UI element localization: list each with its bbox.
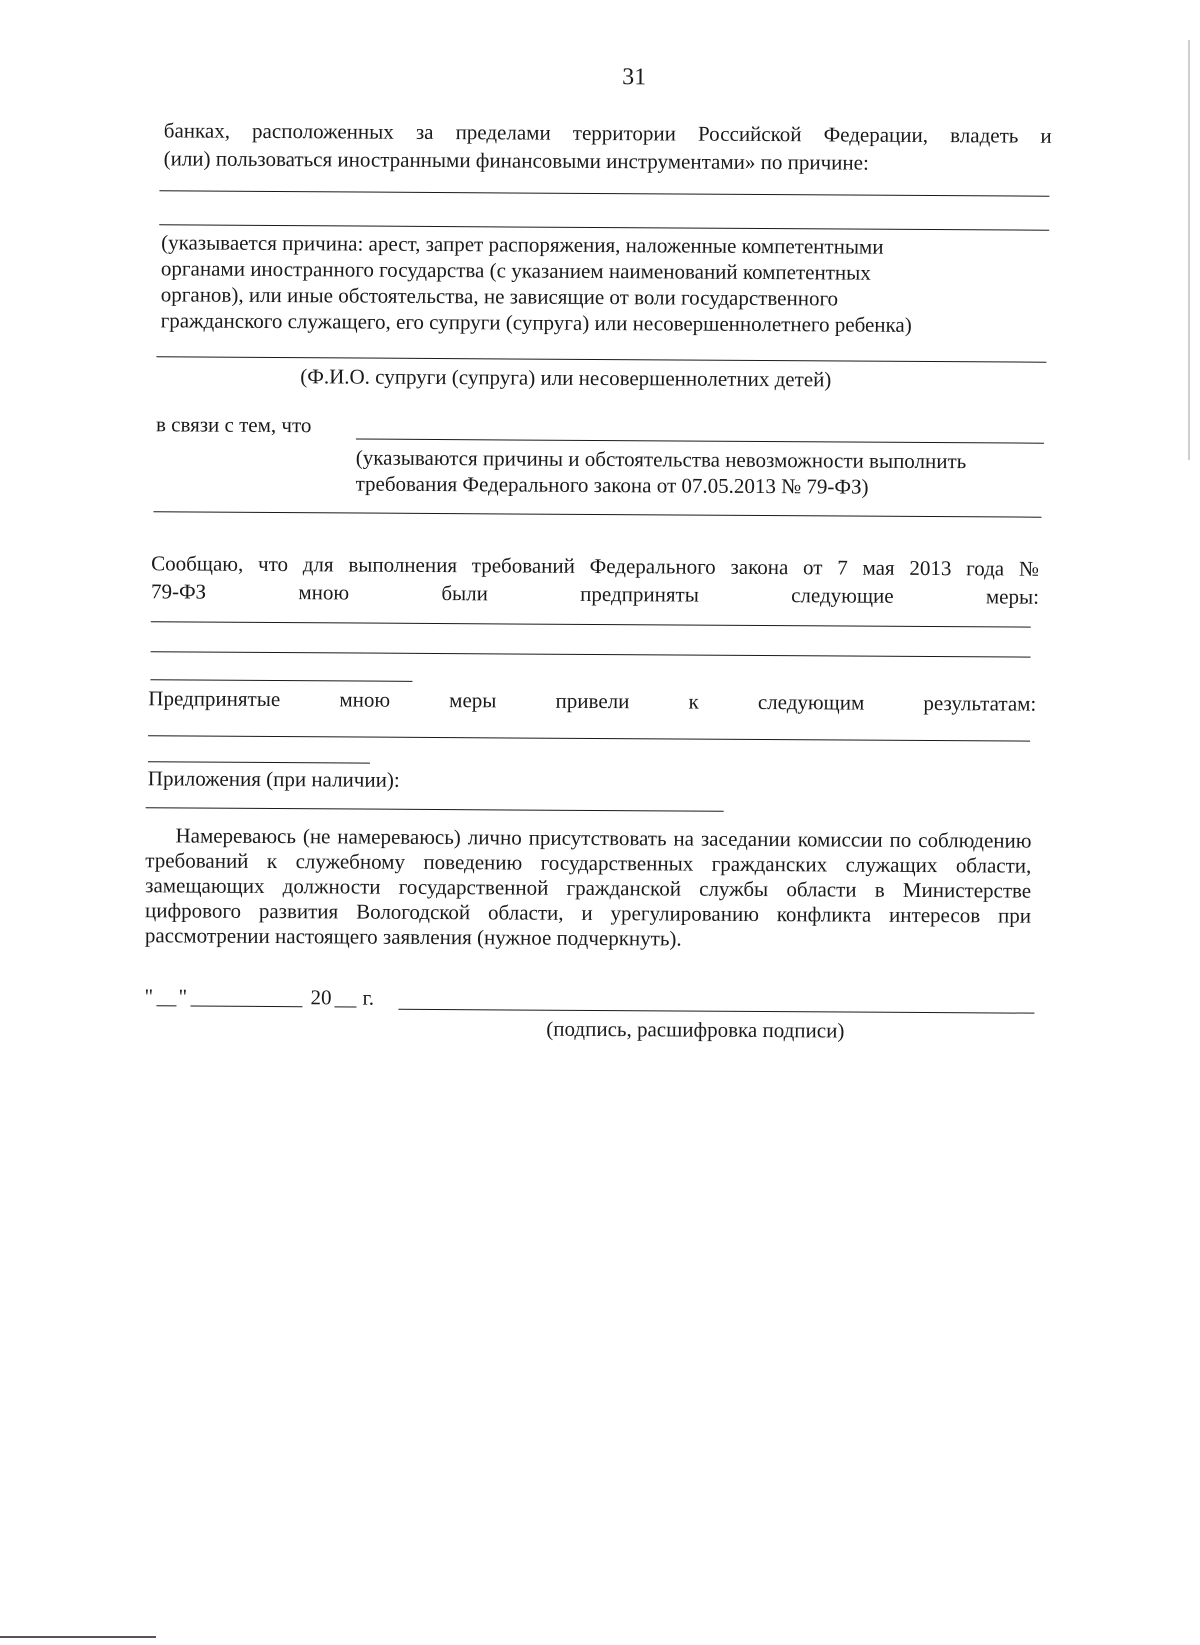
- measures-line-b: [151, 651, 1031, 657]
- in-connection-label: в связи с тем, что: [155, 412, 312, 438]
- results-line-a: [148, 735, 1030, 741]
- measures-word: года: [966, 556, 1005, 581]
- intro-line-1: [164, 117, 1052, 148]
- measures-word: Сообщаю,: [151, 551, 244, 576]
- reason-line-1: [159, 190, 1049, 196]
- measures-word: 79-ФЗ: [150, 579, 207, 604]
- results-word: привели: [555, 688, 630, 714]
- intro-word: банках,: [163, 118, 231, 143]
- attachments-line: [146, 807, 724, 812]
- measures-line-c: [150, 679, 412, 682]
- intro-word: пределами: [455, 120, 551, 145]
- measures-line-1: [151, 550, 1039, 581]
- measures-word: что: [257, 551, 289, 577]
- measures-word: мною: [298, 580, 350, 605]
- intro-word: и: [1040, 123, 1052, 148]
- results-word: мною: [339, 687, 391, 712]
- measures-word: закона: [730, 554, 789, 580]
- measures-word: №: [1018, 556, 1040, 581]
- measures-word: были: [441, 581, 488, 606]
- results-word: результатам:: [923, 690, 1037, 716]
- measures-word: 7: [837, 555, 848, 580]
- measures-word: 2013: [909, 555, 952, 581]
- signature-line: [398, 1009, 1034, 1014]
- results-word: меры: [449, 688, 497, 713]
- measures-line-2: [151, 578, 1039, 609]
- results-word: Предпринятые: [148, 686, 281, 712]
- measures-word: Федерального: [589, 553, 716, 579]
- circumstances-line-2: [153, 511, 1041, 517]
- measures-word: предприняты: [580, 581, 699, 607]
- results-word: следующим: [757, 689, 865, 715]
- fio-line: [156, 356, 1046, 362]
- date-day-line: [156, 1005, 176, 1006]
- results-word: к: [688, 689, 699, 714]
- date-quote-open: ": [144, 984, 154, 1009]
- intro-word: территории: [572, 120, 677, 146]
- results-line-b: [148, 761, 370, 763]
- signature-hint: (подпись, расшифровка подписи): [546, 1016, 845, 1043]
- fio-hint: (Ф.И.О. супруги (супруга) или несовершеннолетних детей): [300, 364, 832, 392]
- scan-edge-right: [1188, 40, 1190, 460]
- date-year-line: [334, 1006, 356, 1007]
- page-number: 31: [622, 64, 647, 91]
- intro-word: за: [415, 119, 434, 144]
- measures-word: для: [302, 552, 334, 577]
- measures-word: выполнения: [348, 552, 458, 578]
- date-year-suffix: г.: [362, 985, 375, 1010]
- results-line: [148, 685, 1036, 716]
- intent-paragraph: Намереваюсь (не намереваюсь) лично присутствовать на заседании комиссии по соблюдению требований к служебному поведению государственных гражданских служащих области, замещающих должности государственной гражданской службы области в Министерстве цифрового развития Вологодской области, и урегулированию конфликта интересов при рассмотрении настоящего заявления (нужное подчеркнуть).: [144, 823, 1032, 951]
- intro-line-2: (или) пользоваться иностранными финансовыми инструментами» по причине:: [163, 146, 869, 175]
- intro-word: Российской: [697, 121, 802, 147]
- measures-word: требований: [471, 553, 576, 578]
- date-quote-close: ": [178, 984, 188, 1009]
- measures-word: следующие: [791, 583, 894, 608]
- measures-word: от: [802, 555, 823, 580]
- attachments-label: Приложения (при наличии):: [147, 766, 400, 792]
- reason-hint-4: гражданского служащего, его супруги (супруга) или несовершеннолетнего ребенка): [160, 308, 912, 337]
- date-year-prefix: 20: [310, 985, 332, 1010]
- measures-word: мая: [862, 555, 895, 580]
- circumstances-line-1: [356, 439, 1044, 444]
- scan-edge-bottom: [0, 1636, 156, 1638]
- reason-hint-3: органов), или иные обстоятельства, не зависящие от воли государственного: [160, 282, 839, 311]
- circumstances-hint-1: (указываются причины и обстоятельства невозможности выполнить: [355, 445, 967, 474]
- intro-word: владеть: [950, 123, 1019, 148]
- intro-word: расположенных: [252, 118, 394, 144]
- measures-line-a: [151, 621, 1031, 627]
- circumstances-hint-2: требования Федерального закона от 07.05.2013 № 79-ФЗ): [355, 471, 869, 499]
- date-month-line: [190, 1006, 302, 1008]
- reason-hint-1: (указывается причина: арест, запрет распоряжения, наложенные компетентными: [161, 230, 884, 259]
- measures-word: меры:: [985, 584, 1040, 609]
- reason-hint-2: органами иностранного государства (с указанием наименований компетентных: [160, 256, 871, 285]
- intro-word: Федерации,: [823, 122, 929, 148]
